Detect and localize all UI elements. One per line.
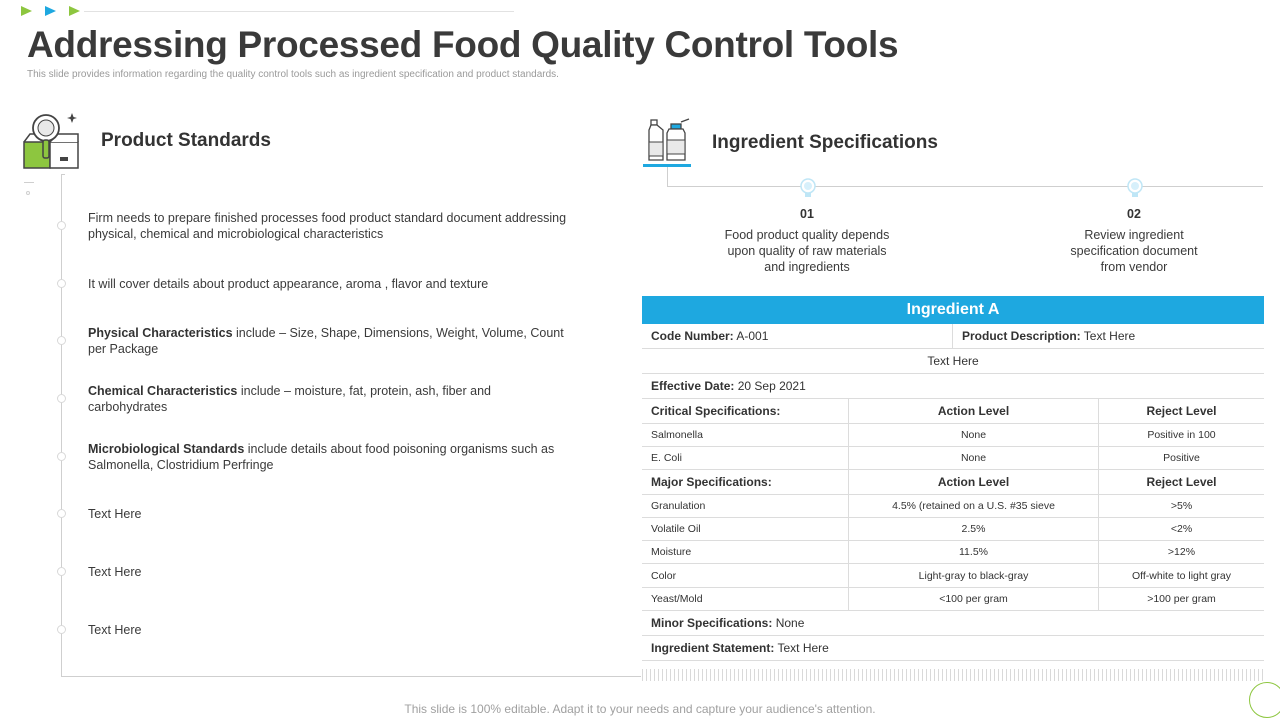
timeline-line	[61, 174, 62, 676]
step-number: 01	[800, 207, 814, 221]
arrow-icon	[21, 6, 32, 16]
timeline-start-dot	[26, 191, 30, 195]
table-row: Ingredient Statement: Text Here	[642, 636, 1264, 661]
list-item: Physical Characteristics include – Size, Shape, Dimensions, Weight, Volume, Count per Package	[88, 326, 564, 356]
page-title: Addressing Processed Food Quality Control Tools	[27, 24, 899, 65]
product-standards-heading: Product Standards	[101, 130, 271, 151]
table-row: Minor Specifications: None	[642, 611, 1264, 636]
footer-note: This slide is 100% editable. Adapt it to your needs and capture your audience's attention.	[404, 702, 876, 716]
arrow-icon	[45, 6, 56, 16]
divider	[84, 11, 514, 12]
timeline-dot	[57, 452, 66, 461]
list-item: Chemical Characteristics include – moisture, fat, protein, ash, fiber and carbohydrates	[88, 384, 492, 414]
decorative-circle	[1249, 682, 1280, 718]
step-text: Food product quality depends upon quality of raw materials and ingredients	[724, 228, 890, 274]
lightbulb-icon	[1126, 178, 1144, 198]
page-subtitle: This slide provides information regarding the quality control tools such as ingredient specification and product standards.	[27, 69, 559, 80]
table-row: Critical Specifications: Action Level Reject Level	[642, 399, 1264, 424]
table-row: Effective Date: 20 Sep 2021	[642, 374, 1264, 399]
table-row: Moisture 11.5% >12%	[642, 541, 1264, 564]
arrow-icon	[69, 6, 80, 16]
table-row: Color Light-gray to black-gray Off-white to light gray	[642, 564, 1264, 588]
connector-line	[667, 167, 668, 186]
timeline-start-marker	[24, 182, 34, 183]
connector-line	[667, 186, 1263, 187]
table-row: Granulation 4.5% (retained on a U.S. #35 sieve >5%	[642, 495, 1264, 518]
list-item: Text Here	[88, 507, 142, 521]
timeline-dot	[57, 279, 66, 288]
step-number: 02	[1127, 207, 1141, 221]
timeline-dot	[57, 336, 66, 345]
timeline-dot	[57, 625, 66, 634]
ingredient-specifications-heading: Ingredient Specifications	[712, 132, 938, 153]
table-row: Code Number: A-001 Product Description: Text Here	[642, 324, 1264, 349]
divider	[61, 676, 641, 677]
list-item: Text Here	[88, 565, 142, 579]
table-row: Yeast/Mold <100 per gram >100 per gram	[642, 588, 1264, 611]
table-row: Volatile Oil 2.5% <2%	[642, 518, 1264, 541]
table-row: Text Here	[642, 349, 1264, 374]
timeline-dot	[57, 394, 66, 403]
table-footer-pattern	[642, 669, 1264, 681]
step-text: Review ingredient specification document from vendor	[1070, 228, 1198, 274]
list-item: Text Here	[88, 623, 142, 637]
list-item: Microbiological Standards include details about food poisoning organisms such as Salmonella, Clostridium Perfringe	[88, 442, 555, 472]
timeline-dot	[57, 567, 66, 576]
lightbulb-icon	[799, 178, 817, 198]
table-row: E. Coli None Positive	[642, 447, 1264, 470]
timeline-dot	[57, 509, 66, 518]
list-item: It will cover details about product appearance, aroma , flavor and texture	[88, 277, 489, 291]
timeline-dot	[57, 221, 66, 230]
table-header: Ingredient A	[642, 296, 1264, 324]
table-row: Major Specifications: Action Level Reject Level	[642, 470, 1264, 495]
table-row: Salmonella None Positive in 100	[642, 424, 1264, 447]
list-item: Firm needs to prepare finished processes food product standard document addressing physical, chemical and microbiological characteristics	[88, 211, 567, 241]
magnifier-box-icon	[20, 110, 82, 172]
bottles-icon	[645, 118, 691, 164]
